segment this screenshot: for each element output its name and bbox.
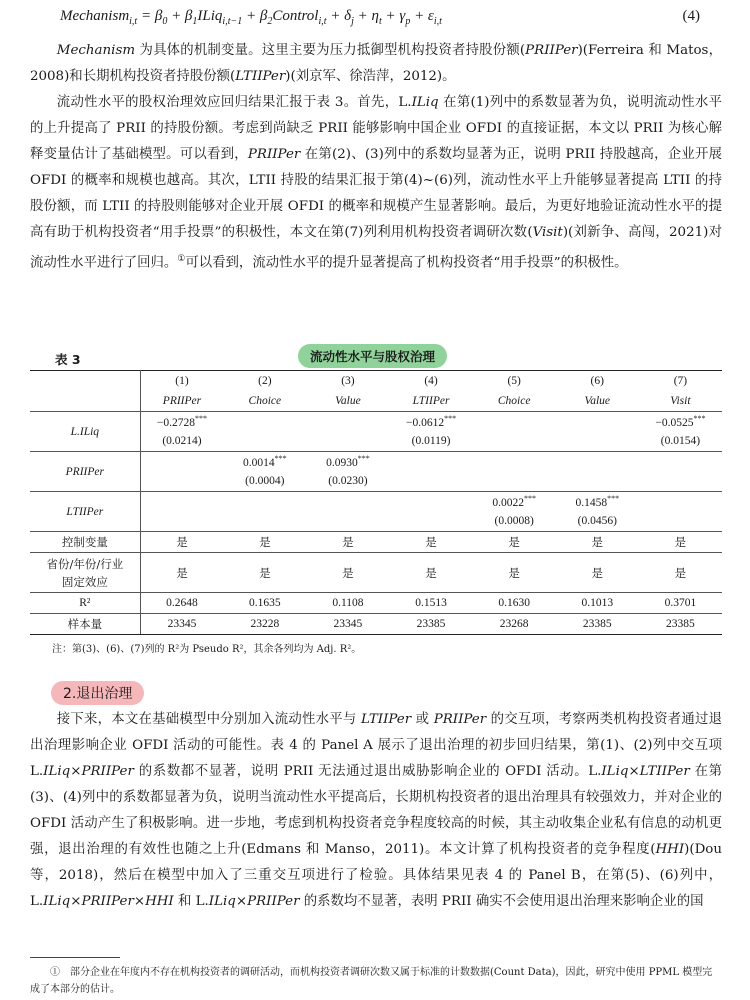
equation-4 (60, 8, 700, 27)
table-row-ltiiper (30, 492, 722, 532)
dep-var: Value (556, 391, 639, 412)
table-row-n (30, 614, 722, 635)
dep-var: Value (306, 391, 389, 412)
yes-cell: 是 (639, 532, 722, 553)
footnote (30, 964, 722, 998)
dep-var: LTIIPer (389, 391, 472, 412)
table-title: 流动性水平与股权治理 (298, 344, 447, 368)
table-row-fixed-effects (30, 553, 722, 593)
row-label (30, 553, 140, 593)
r2-cell: 0.1635 (223, 593, 306, 614)
r2-cell: 0.3701 (639, 593, 722, 614)
yes-cell: 是 (473, 532, 556, 553)
se: (0.0119) (411, 434, 451, 447)
dep-var: Choice (473, 391, 556, 412)
yes-cell: 是 (223, 532, 306, 553)
coef-cell (389, 412, 472, 452)
coef: −0.0612*** (405, 413, 457, 429)
body-paragraph-1: Mechanism 为具体的机制变量。这里主要为压力抵御型机构投资者持股份额(PRIIPer)(Ferreira 和 Matos，2008)和长期机构投资者持股份额(LTIIPer)(刘京军、徐浩萍，2012)。 流动性水平的股权治理效应回归结果汇报于表 3。首先，L.ILiq 在第(1)列中的系数显著为负，说明流动性水平的上升提高了 PRII 的持股份额。考虑到尚缺乏 PRII 能够影响中国企业 OFDI 的直接证据，本文以 PRII 为核心解释变量估计了基础模型。可以看到，PRIIPer 在第(2)、(3)列中的系数均显著为正，说明 PRII 持股越高，企业开展 OFDI 的概率和规模也越高。其次，LTII 持股的结果汇报于第(4)~(6)列，流动性水平上升能够显著提高 LTII 的持股份额，而 LTII 的持股则能够对企业开展 OFDI 的概率和规模产生显著影响。最后，为更好地验证流动性水平的提高有助于机构投资者“用手投票”的积极性，本文在第(7)列利用机构投资者调研次数(Visit)(刘新争、高闯，2021)对流动性水平进行了回归。①可以看到，流动性水平的提升显著提高了机构投资者“用手投票”的积极性。 (30, 43, 723, 271)
r2-cell: 0.1108 (306, 593, 389, 614)
yes-cell: 是 (306, 532, 389, 553)
coef-cell (639, 412, 722, 452)
col-number: (2) (223, 371, 306, 392)
n-cell: 23268 (473, 614, 556, 635)
n-cell: 23345 (140, 614, 223, 635)
se: (0.0154) (660, 434, 701, 447)
section-heading: 2.退出治理 (51, 681, 144, 705)
table-row-liliq (30, 412, 722, 452)
table-row-priiper (30, 452, 722, 492)
coef: −0.2728*** (156, 413, 208, 429)
yes-cell: 是 (639, 553, 722, 593)
n-cell: 23385 (556, 614, 639, 635)
r2-cell: 0.1513 (389, 593, 472, 614)
dep-var: Choice (223, 391, 306, 412)
row-label-line-1: 省份/年份/行业 (46, 556, 124, 571)
row-label-line-2: 固定效应 (61, 574, 108, 589)
table-row-r2 (30, 593, 722, 614)
footnote-marker: ① (50, 967, 60, 978)
row-label: PRIIPer (30, 452, 140, 492)
row-label: R² (30, 593, 140, 614)
yes-cell: 是 (140, 553, 223, 593)
yes-cell: 是 (389, 553, 472, 593)
row-label: L.ILiq (30, 412, 140, 452)
se: (0.0456) (577, 514, 617, 527)
table-label: 表 3 (55, 352, 81, 367)
col-number: (1) (140, 371, 223, 392)
yes-cell: 是 (556, 553, 639, 593)
se: (0.0230) (328, 474, 368, 487)
yes-cell: 是 (223, 553, 306, 593)
yes-cell: 是 (140, 532, 223, 553)
footnote-rule (30, 957, 120, 958)
row-label: 样本量 (30, 614, 140, 635)
r2-cell: 0.1013 (556, 593, 639, 614)
coef-cell (556, 492, 639, 532)
coef: −0.0525*** (655, 413, 706, 429)
regression-table (30, 370, 722, 635)
coef-cell (473, 492, 556, 532)
r2-cell: 0.2648 (140, 593, 223, 614)
row-label: 控制变量 (30, 532, 140, 553)
coef: 0.1458*** (575, 493, 620, 509)
coef: 0.0014*** (243, 453, 287, 469)
se: (0.0008) (494, 514, 534, 527)
body-paragraph-2: 接下来，本文在基础模型中分别加入流动性水平与 LTIIPer 或 PRIIPer 的交互项，考察两类机构投资者通过退出治理影响企业 OFDI 活动的可能性。表 4 的 Panel A 展示了退出治理的初步回归结果，第(1)、(2)列中交互项 L.ILiq×PRIIPer 的系数都不显著，说明 PRII 无法通过退出威胁影响企业的 OFDI 活动。L.ILiq×LTIIPer 在第(3)、(4)列中的系数都显著为负，说明当流动性水平提高后，长期机构投资者的退出治理具有较强效力，并对企业的 OFDI 活动产生了积极影响。进一步地，考虑到机构投资者竞争程度较高的时候，其主动收集企业私有信息的动机更强，退出治理的有效性也随之上升(Edmans 和 Manso，2011)。本文计算了机构投资者的竞争程度(HHI)(Dou 等，2018)，然后在模型中加入了三重交互项进行了检验。具体结果见表 4 的 Panel B，在第(5)、(6)列中，L.ILiq×PRIIPer×HHI 和 L.ILiq×PRIIPer 的系数均不显著，表明 PRII 确实不会使用退出治理来影响企业的国 (30, 712, 722, 909)
col-number: (6) (556, 371, 639, 392)
coef-cell (223, 452, 306, 492)
equation-number: (4) (682, 8, 700, 24)
col-number: (4) (389, 371, 472, 392)
yes-cell: 是 (556, 532, 639, 553)
col-number: (5) (473, 371, 556, 392)
coef: 0.0022*** (492, 493, 536, 509)
coef-cell (140, 412, 223, 452)
n-cell: 23385 (639, 614, 722, 635)
footnote-text: 部分企业在年度内不存在机构投资者的调研活动，而机构投资者调研次数又属于标准的计数数据(Count Data)，因此，研究中使用 PPML 模型完成了本部分的估计。 (30, 967, 713, 995)
table-note: 注：第(3)、(6)、(7)列的 R²为 Pseudo R²，其余各列均为 Adj. R²。 (52, 644, 362, 655)
n-cell: 23345 (306, 614, 389, 635)
se: (0.0214) (162, 434, 202, 447)
dep-var: Visit (639, 391, 722, 412)
coef-cell (306, 452, 389, 492)
yes-cell: 是 (473, 553, 556, 593)
n-cell: 23228 (223, 614, 306, 635)
table-row-col-numbers (30, 371, 722, 392)
r2-cell: 0.1630 (473, 593, 556, 614)
coef: 0.0930*** (326, 453, 370, 469)
n-cell: 23385 (389, 614, 472, 635)
equation-formula: Mechanism$_{i,t}$ = $\beta_0$ + $\beta_1ILiq_{i,t-1}$ + $\beta_2Control_{i,t} + \delta_j + \eta_t + \gamma_p + \varepsilon_{i,t}$ (60, 8, 442, 27)
col-number: (3) (306, 371, 389, 392)
row-label: LTIIPer (30, 492, 140, 532)
yes-cell: 是 (389, 532, 472, 553)
table-row-controls (30, 532, 722, 553)
se: (0.0004) (245, 474, 285, 487)
col-number: (7) (639, 371, 722, 392)
table-row-dep-vars (30, 391, 722, 412)
yes-cell: 是 (306, 553, 389, 593)
dep-var: PRIIPer (140, 391, 223, 412)
